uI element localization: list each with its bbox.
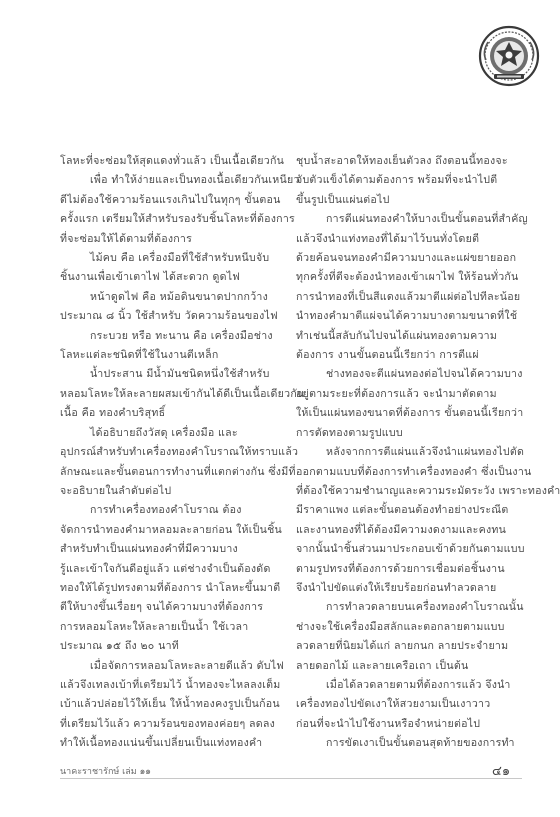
paragraph-line: ทำเช่นนี้สลับกันไปจนได้แผ่นทองตามความ — [296, 329, 498, 342]
paragraph-line: จับตัวแข็งได้ตามต้องการ พร้อมที่จะนำไปตี — [296, 174, 498, 187]
paragraph-line: ลวดลายที่นิยมได้แก่ ลายกนก ลายประจำยาม — [296, 640, 509, 653]
paragraph-line: การทำลวดลายบนเครื่องทองคำโบราณนั้น — [326, 601, 524, 614]
paragraph-line: ตีให้บางขึ้นเรื่อยๆ จนได้ความบางที่ต้องการ — [60, 601, 264, 614]
paragraph-line: ประมาณ ๘ นิ้ว ใช้สำหรับ วัดความร้อนของไฟ — [60, 310, 278, 323]
left-text-column — [60, 152, 305, 754]
paragraph-line: ได้อธิบายถึงวัสดุ เครื่องมือ และ — [90, 426, 238, 439]
paragraph-line: จัดการนำทองคำมาหลอมละลายก่อน ให้เป็นชิ้น — [60, 523, 283, 536]
paragraph-line: ขึ้นรูปเป็นแผ่นต่อไป — [296, 193, 390, 206]
paragraph-line: ทองให้ได้รูปทรงตามที่ต้องการ นำโลหะขึ้นมาตี — [60, 581, 281, 594]
paragraph-line: ด้วยค้อนจนทองคำมีความบางและแผ่ขยายออก — [296, 252, 517, 265]
paragraph-line: หลอมโลหะให้ละลายผสมเข้ากันได้ดีเป็นเนื้อเดียวกัน — [60, 387, 305, 400]
paragraph-line: โลหะแต่ละชนิดที่ใช้ในงานตีเหล็ก — [60, 349, 219, 362]
paragraph-line: มีราคาแพง แต่ละขั้นตอนต้องทำอย่างประณีต — [296, 504, 509, 517]
paragraph-line: การตัดทองตามรูปแบบ — [296, 426, 403, 439]
paragraph-line: ชุบน้ำสะอาดให้ทองเย็นตัวลง ถึงตอนนี้ทองจะ — [296, 155, 508, 167]
paragraph-line: เพื่อ ทำให้ง่ายและเป็นทองเนื้อเดียวกันเหนียว — [90, 174, 300, 187]
paragraph-line: รู้และเข้าใจกันดีอยู่แล้ว แต่ช่างจำเป็นต้องดัด — [60, 562, 271, 575]
paragraph-line: การขัดเงาเป็นขั้นตอนสุดท้ายของการทำ — [326, 737, 515, 750]
paragraph-line: เบ้าแล้วปล่อยไว้ให้เย็น ให้น้ำทองคงรูปเป็นก้อน — [60, 698, 280, 711]
paragraph-line: ให้เป็นแผ่นทองขนาดที่ต้องการ ขั้นตอนนี้เรียกว่า — [296, 407, 524, 420]
paragraph-line: ครั้งแรก เตรียมให้สำหรับรองรับชิ้นโลหะที่ต้องการ — [60, 213, 295, 226]
paragraph-line: เนื้อ คือ ทองคำบริสุทธิ์ — [60, 407, 166, 420]
paragraph-line: ทำให้เนื้อทองแน่นขึ้นเปลี่ยนเป็นแท่งทองคำ — [60, 737, 263, 750]
paragraph-line: ที่เตรียมไว้แล้ว ความร้อนของทองค่อยๆ ลดลง — [60, 717, 276, 730]
paragraph-line: ช่างทองจะตีแผ่นทองต่อไปจนได้ความบาง — [326, 368, 523, 381]
paragraph-line: การนำทองที่เป็นสีแดงแล้วมาตีแผ่ต่อไปทีละน้อย — [296, 290, 521, 303]
paragraph-line: หลังจากการตีแผ่นแล้วจึงนำแผ่นทองไปตัด — [326, 446, 525, 459]
paragraph-line: ทุกครั้งที่ตีจะต้องนำทองเข้าเผาไฟ ให้ร้อนทั่วกัน — [296, 271, 519, 284]
paragraph-line: อยู่ตามระยะที่ต้องการแล้ว จะนำมาตัดตาม — [296, 387, 497, 400]
paragraph-line: ดีไม่ต้องใช้ความร้อนแรงเกินไปในทุกๆ ขั้นตอน — [60, 193, 281, 206]
paragraph-line: ลักษณะและขั้นตอนการทำงานที่แตกต่างกัน ซึ่งมีที่ — [60, 465, 296, 478]
paragraph-line: ที่จะซ่อมให้ได้ตามที่ต้องการ — [60, 232, 193, 245]
paragraph-line: ลายดอกไม้ และลายเครือเถา เป็นต้น — [296, 659, 469, 672]
paragraph-line: ออกตามแบบที่ต้องการทำเครื่องทองคำ ซึ่งเป็นงาน — [296, 465, 532, 478]
paragraph-line: ประมาณ ๑๕ ถึง ๒๐ นาที — [60, 640, 180, 653]
paragraph-line: เมื่อได้ลวดลายตามที่ต้องการแล้ว จึงนำ — [326, 678, 511, 691]
paragraph-line: เครื่องทองไปขัดเงาให้สวยงามเป็นเงาวาว — [296, 698, 491, 711]
paragraph-line: การทำเครื่องทองคำโบราณ ต้อง — [90, 504, 242, 517]
paragraph-line: ช่างจะใช้เครื่องมือสลักและตอกลายตามแบบ — [296, 620, 505, 633]
paragraph-line: การหลอมโลหะให้ละลายเป็นน้ำ ใช้เวลา — [60, 620, 249, 633]
footer-divider — [60, 778, 522, 779]
paragraph-line: โลหะที่จะซ่อมให้สุดแดงทั่วแล้ว เป็นเนื้อเดียวกัน — [60, 155, 285, 167]
paragraph-line: สำหรับทำเป็นแผ่นทองคำที่มีความบาง — [60, 543, 238, 556]
paragraph-line: ที่ต้องใช้ความชำนาญและความระมัดระวัง เพราะทองคำ — [296, 484, 560, 497]
paragraph-line: ตามรูปทรงที่ต้องการด้วยการเชื่อมต่อชิ้นงาน — [296, 562, 505, 575]
paragraph-line: นำทองคำมาตีแผ่จนได้ความบางตามขนาดที่ใช้ — [296, 310, 518, 323]
paragraph-line: และงานทองที่ได้ต้องมีความงดงามและคงทน — [296, 523, 507, 536]
paragraph-line: น้ำประสาน มีน้ำมันชนิดหนึ่งใช้สำหรับ — [90, 368, 270, 381]
paragraph-line: ไม้คบ คือ เครื่องมือที่ใช้สำหรับหนีบจับ — [90, 252, 270, 265]
paragraph-line: การตีแผ่นทองคำให้บางเป็นขั้นตอนที่สำคัญ — [326, 213, 528, 226]
running-title: นาคะราชารักษ์ เล่ม ๑๑ — [60, 767, 151, 777]
paragraph-line: แล้วจึงนำแท่งทองที่ได้มาไว้บนทั่งโดยตี — [296, 232, 480, 245]
paragraph-line: อุปกรณ์สำหรับทำเครื่องทองคำโบราณให้ทราบแล้ว — [60, 446, 299, 459]
paragraph-line: หน้าดูดไฟ คือ หม้อดินขนาดปากกว้าง — [90, 290, 269, 303]
royal-emblem-seal — [476, 24, 542, 88]
paragraph-line: จากนั้นนำชิ้นส่วนมาประกอบเข้าด้วยกันตามแบบ — [296, 543, 525, 556]
paragraph-line: กระบวย หรือ ทะนาน คือ เครื่องมือช่าง — [90, 329, 273, 342]
right-text-column — [296, 152, 560, 754]
page-number: ๔๑ — [492, 764, 511, 779]
paragraph-line: ก่อนที่จะนำไปใช้งานหรือจำหน่ายต่อไป — [296, 717, 481, 730]
paragraph-line: จะอธิบายในลำดับต่อไป — [60, 484, 172, 497]
paragraph-line: ต้องการ งานขั้นตอนนี้เรียกว่า การตีแผ่ — [296, 349, 479, 362]
paragraph-line: จึงนำไปขัดแต่งให้เรียบร้อยก่อนทำลวดลาย — [296, 581, 497, 594]
paragraph-line: ชิ้นงานเพื่อเข้าเตาไฟ ได้สะดวก ดูดไฟ — [60, 271, 241, 284]
paragraph-line: แล้วจึงเทลงเบ้าที่เตรียมไว้ น้ำทองจะไหลลงเต็ม — [60, 678, 281, 691]
seal-inscription — [476, 24, 542, 88]
paragraph-line: เมื่อจัดการหลอมโลหะละลายดีแล้ว ดับไฟ — [90, 659, 285, 672]
